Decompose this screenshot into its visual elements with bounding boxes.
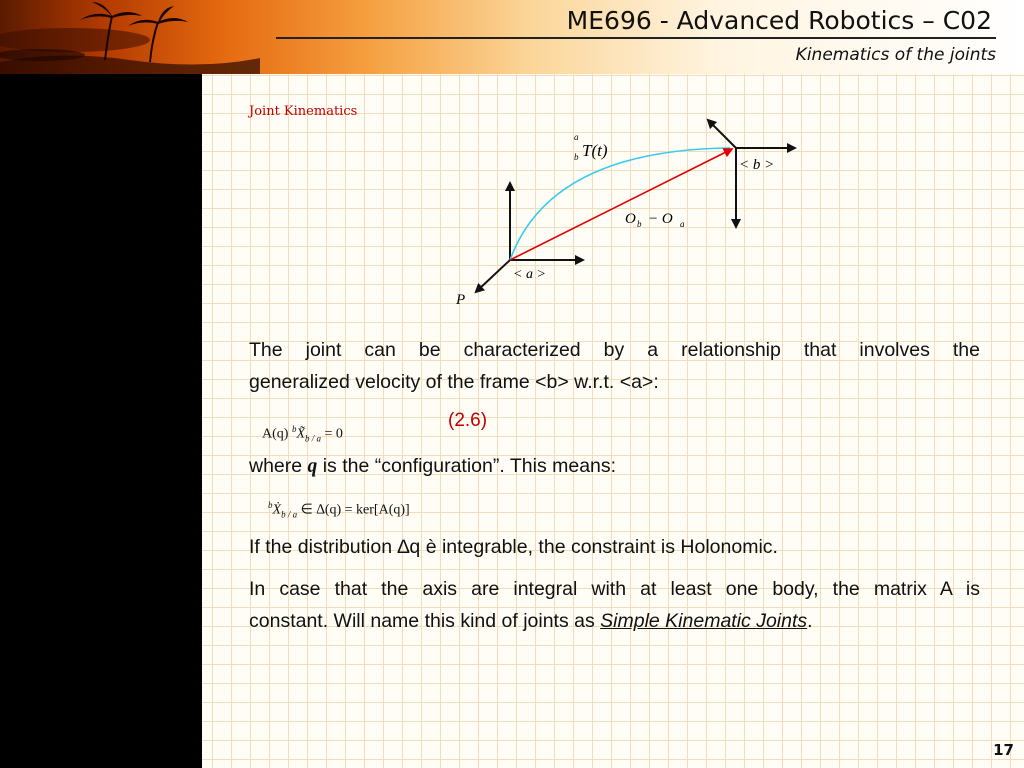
eq1-lhs: A(q) [262, 426, 292, 442]
transform-label: T(t) [582, 141, 608, 160]
eq2-sup: b [268, 500, 273, 510]
section-title: Joint Kinematics [249, 104, 358, 119]
eq2-x: Ẋ [272, 502, 282, 518]
slide-title: ME696 - Advanced Robotics – C02 [566, 6, 992, 35]
eq1-x: X̃ [296, 426, 305, 442]
page-number: 17 [993, 741, 1014, 759]
frame-b-y-axis [710, 122, 736, 148]
vector-sub-b: b [637, 219, 642, 229]
frame-b-label: < b > [739, 157, 775, 173]
transform-sup: a [574, 132, 579, 142]
paragraph-4-line-1: In case that the axis are integral with at least one body, the matrix A is [249, 578, 980, 600]
paragraph-holonomic: If the distribution ∆q è integrable, the constraint is Holonomic. [249, 536, 778, 558]
eq2-rhs: ∈ ∆(q) = ker[A(q)] [297, 502, 410, 518]
slide-subtitle: Kinematics of the joints [795, 45, 996, 65]
paragraph-1-line-1: The joint can be characterized by a relationship that involves the [249, 339, 980, 361]
frame-a-y-axis [478, 260, 510, 290]
eq1-sup: b [291, 424, 297, 434]
equation-kernel [268, 500, 410, 519]
p4-line2-pre: constant. Will name this kind of joints as [249, 610, 601, 632]
paragraph-1-line-2: generalized velocity of the frame <b> w.r.t. <a>: [249, 371, 659, 393]
where-line [249, 450, 616, 483]
title-underline [276, 37, 996, 39]
where-prefix: where [249, 455, 308, 477]
eq1-rhs: = 0 [321, 426, 343, 442]
position-vector [510, 150, 730, 260]
vector-label-oa: − O [648, 211, 673, 227]
vector-label-ob: O [625, 211, 636, 227]
equation-number: (2.6) [448, 410, 488, 431]
point-label: P [456, 292, 466, 308]
where-variable: q [307, 456, 318, 477]
left-sidebar [0, 74, 202, 768]
vector-sub-a: a [680, 219, 685, 229]
eq2-sub: b / a [281, 509, 298, 520]
paragraph-4-line-2 [249, 605, 813, 637]
p4-line2-post: . [807, 610, 813, 632]
equation-constraint [262, 424, 343, 443]
frame-a-label: < a > [513, 267, 546, 282]
eq1-sub: b / a [305, 433, 322, 444]
transform-sub: b [574, 152, 579, 162]
where-suffix: is the “configuration”. This means: [317, 455, 617, 477]
header-banner [0, 0, 1024, 74]
joint-kinematics-diagram [440, 110, 800, 310]
simple-kinematic-joints-term: Simple Kinematic Joints [600, 610, 808, 632]
